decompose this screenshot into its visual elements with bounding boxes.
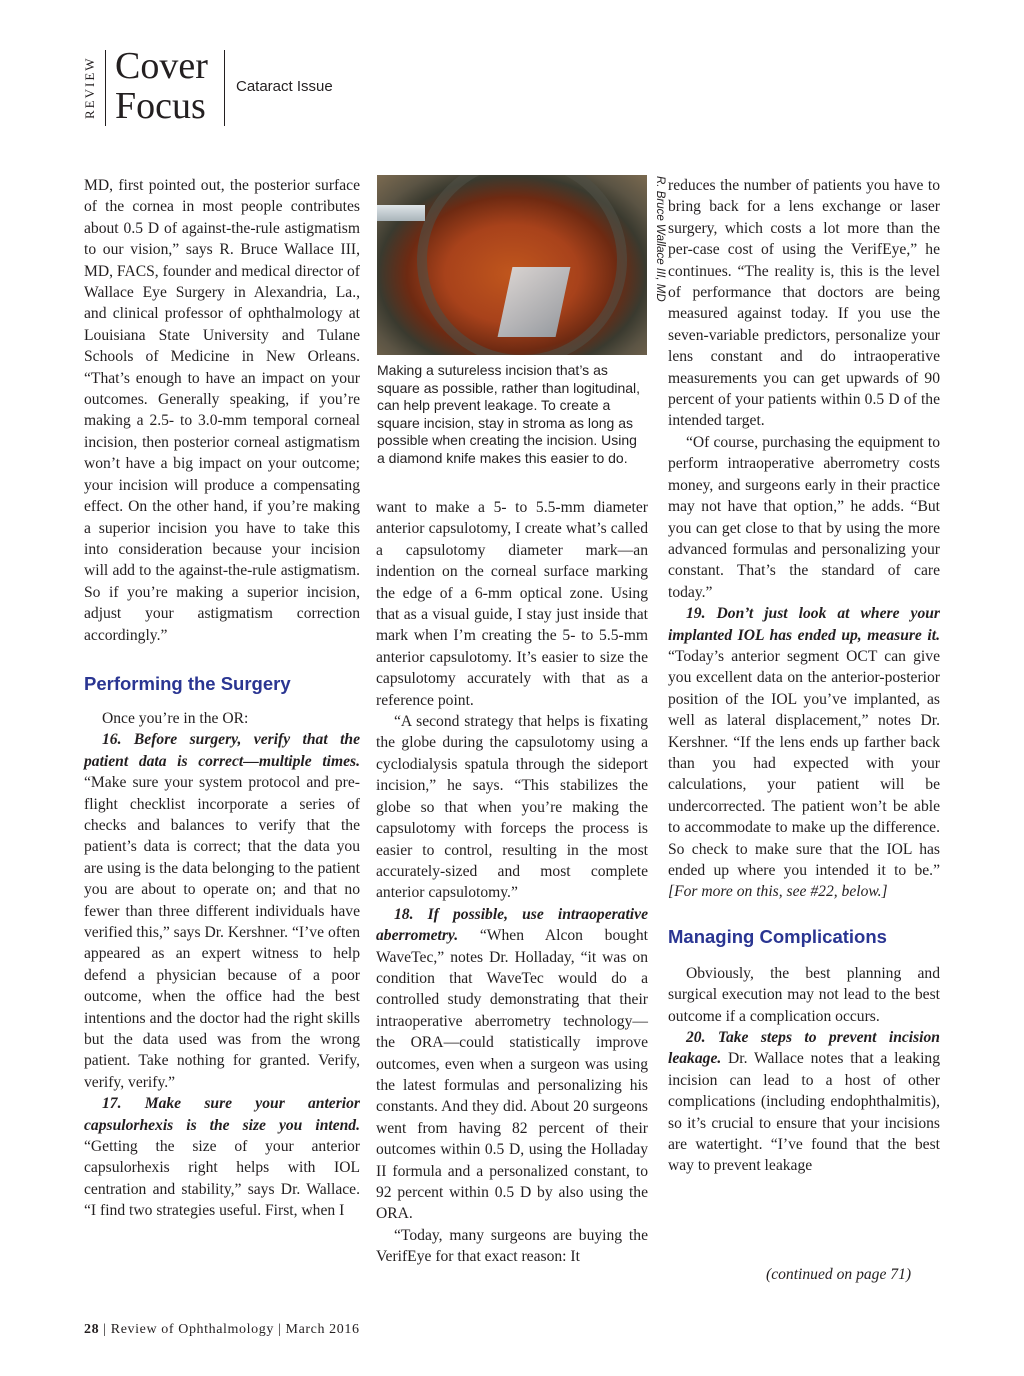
masthead-focus: Focus — [115, 85, 206, 127]
tip-body: “When Alcon bought WaveTec,” notes Dr. Holladay, “it was on condition that WaveTec would do a controlled study demonstrating that their intraoperative aberrometry technology—the ORA—could statistically improve outcomes, even when a surgeon was using the latest formulas and personalizing his constants. And they did. About 20 surgeons went from having 82 percent of their outcomes within 0.5 D, using the Holladay II formula and a personalized constant, to 92 percent within 0.5 D by also using the ORA. — [376, 927, 648, 1223]
continued-note: (continued on page 71) — [766, 1266, 912, 1283]
paragraph: Obviously, the best planning and surgical execution may not lead to the best outcome if a complication occurs. — [668, 964, 940, 1025]
surgery-photo — [377, 175, 647, 355]
paragraph: “Of course, purchasing the equipment to perform intraoperative aberrometry costs money, and surgeons early in their practice may not have that option,” he adds. “But you can get close to that by using the more advanced formulas and personalizing your constant. That’s the standard of care today.” — [668, 433, 940, 601]
issue-label: Cataract Issue — [236, 78, 333, 95]
paragraph — [84, 729, 360, 1093]
column-2 — [376, 497, 648, 1268]
page-footer — [84, 1322, 360, 1338]
masthead-review: REVIEW — [82, 56, 97, 120]
tip-body: “Today’s anterior segment OCT can give you excellent data on the anterior-posterior position of the IOL you’ve implanted, as well as lateral displacement,” notes Dr. Kershner. “If the lens ends up farther back than you had expected with your calculations, your patient will be undercorrected. The patient won’t be able to accommodate to make up the difference. So check to make sure that the IOL has ended up where you intended it to be.” — [668, 647, 940, 879]
paragraph: MD, first pointed out, the posterior surface of the cornea in most people contributes about 0.5 D of against-the-rule astigmatism to our vision,” says R. Bruce Wallace III, MD, FACS, founder and medical director of Wallace Eye Surgery in Alexandria, La., and clinical professor of ophthalmology at Louisiana State University and Tulane Schools of Medicine in New Orleans. “That’s enough to have an impact on your outcomes. Generally speaking, if you’re making a 2.5- to 3.0-mm temporal corneal incision, then posterior corneal astigmatism won’t have a big impact on your outcome; your incision will produce a compensating effect. On the other hand, if you’re making a superior incision you have to take this into consideration because your incision will add to the against-the-rule astigmatism. So if you’re making a superior incision, adjust your astigmatism correction accordingly.” — [84, 177, 361, 644]
tip-lead: 20. Take steps to prevent incision leakage. — [668, 1029, 940, 1068]
column-1 — [84, 175, 360, 1222]
tip-body: “Make sure your system protocol and pre-flight checklist incorporate a series of checks and balances to verify that the patient’s data is correct; that the data you are using is the data belonging to the patient you are about to operate on; and that no fewer than three different individuals have verified this,” says Dr. Kershner. “I’ve often appeared as an expert witness to help defend a physician because of a poor outcome, when the office had the best intentions and the doctor had the right skills but the data used was from the wrong patient. Take nothing for granted. Verify, verify, verify.” — [84, 774, 360, 1091]
footer-text: | Review of Ophthalmology | March 2016 — [99, 1322, 360, 1337]
tip-lead: 18. If possible, use intraoperative aberrometry. — [376, 905, 648, 945]
paragraph: “A second strategy that helps is fixating the globe during the capsulotomy using a cyclodialysis spatula through the sideport incision,” he says. “This stabilizes the globe so that when you’re making the capsulotomy with forceps the process is easier to control, resulting in the most accurately-sized and most complete anterior capsulotomy.” — [376, 713, 648, 902]
paragraph: reduces the number of patients you have to bring back for a lens exchange or laser surgery, which costs a lot more than the per-case cost of using the VerifEye,” he continues. “The reality is, this is the level of performance that doctors are being measured against today. If you use the seven-variable predictors, personalize your lens constant and do intraoperative measurements you can get upwards of 90 percent of your patients within 0.5 D of the intended target. — [668, 177, 940, 430]
photo-credit: R. Bruce Wallace III, MD — [654, 176, 666, 302]
figure-caption: Making a sutureless incision that’s as square as possible, rather than logitudinal, can help prevent leakage. To create a square incision, stay in stroma as long as possible when creating the incision. Using a diamond knife makes this easier to do. — [377, 362, 641, 466]
tip-lead: 17. Make sure your anterior capsulorhexis is the size you intend. — [84, 1095, 360, 1134]
masthead-divider — [105, 50, 106, 126]
paragraph — [668, 1027, 940, 1177]
page-number: 28 — [84, 1322, 100, 1337]
column-3 — [668, 175, 940, 1177]
section-heading: Performing the Surgery — [84, 672, 291, 694]
paragraph — [376, 904, 648, 1225]
paragraph — [84, 1093, 360, 1221]
section-heading: Managing Complications — [668, 925, 887, 947]
masthead-cover: Cover — [115, 45, 208, 87]
tip-lead: 16. Before surgery, verify that the patient data is correct—multiple times. — [84, 731, 360, 770]
cross-reference: [For more on this, see #22, below.] — [668, 883, 888, 901]
masthead-divider — [224, 50, 225, 126]
paragraph: want to make a 5- to 5.5-mm diameter anterior capsulotomy, I create what’s called a capsulotomy diameter mark—an indention on the corneal surface marking the edge of a 6-mm optical zone. Using that as a visual guide, I stay just inside that mark when I’m creating the 5- to 5.5-mm anterior capsulotomy. It’s easier to size the capsulotomy accurately with that as a reference point. — [376, 499, 648, 709]
paragraph — [668, 603, 940, 903]
tip-body: “Getting the size of your anterior capsulorhexis right helps with IOL centration and stability,” says Dr. Wallace. “I find two strategies useful. First, when I — [84, 1138, 360, 1220]
paragraph: “Today, many surgeons are buying the VerifEye for that exact reason: It — [376, 1226, 648, 1266]
tip-body: Dr. Wallace notes that a leaking incision can lead to a host of other complications (including endophthalmitis), so it’s crucial to ensure that your incisions are watertight. “I’ve found that the best way to prevent leakage — [668, 1050, 940, 1175]
paragraph: Once you’re in the OR: — [102, 709, 249, 727]
tip-lead: 19. Don’t just look at where your implanted IOL has ended up, measure it. — [668, 605, 940, 644]
